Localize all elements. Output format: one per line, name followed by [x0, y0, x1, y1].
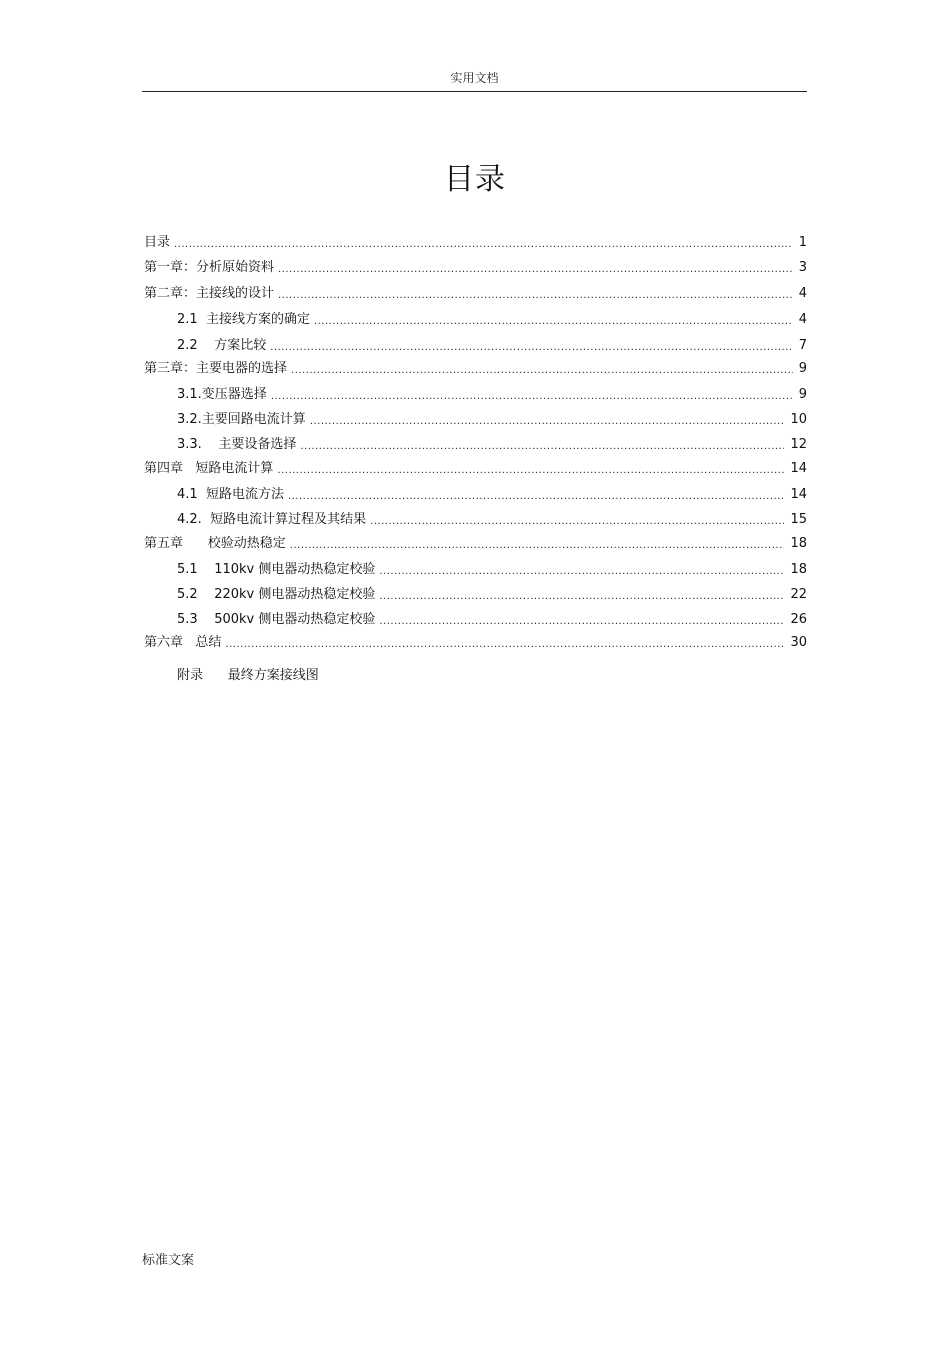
toc-entry-label: 第一章：分析原始资料 [144, 260, 275, 275]
dot-leader [288, 491, 785, 503]
toc-entry-label: 目录 [144, 235, 171, 250]
toc-entry[interactable] [144, 233, 807, 251]
appendix-entry: 附录 最终方案接线图 [177, 668, 319, 683]
toc-entry-label: 2.2 方案比较 [177, 338, 267, 353]
toc-entry-label: 2.1 主接线方案的确定 [177, 312, 310, 327]
dot-leader [290, 540, 785, 552]
toc-entry-page: 26 [790, 612, 807, 627]
toc-entry-page: 7 [798, 338, 807, 353]
dot-leader [225, 639, 784, 651]
dot-leader [379, 616, 784, 628]
dot-leader [370, 516, 784, 528]
toc-entry-page: 18 [790, 536, 807, 551]
toc-entry[interactable] [177, 510, 807, 528]
dot-leader [278, 290, 793, 302]
toc-entry[interactable] [144, 359, 807, 377]
toc-entry[interactable] [144, 459, 807, 477]
toc-entry[interactable] [177, 585, 807, 603]
toc-entry[interactable] [144, 284, 807, 302]
dot-leader [300, 441, 784, 453]
toc-entry-page: 10 [790, 412, 807, 427]
toc-entry-page: 12 [790, 437, 807, 452]
toc-entry-label: 3.3. 主要设备选择 [177, 437, 297, 452]
toc-entry-label: 3.1.变压器选择 [177, 387, 267, 402]
toc-entry-page: 18 [790, 562, 807, 577]
toc-title: 目录 [444, 162, 506, 197]
dot-leader [270, 342, 793, 354]
toc-entry-label: 第三章：主要电器的选择 [144, 361, 288, 376]
toc-entry[interactable] [144, 258, 807, 276]
toc-entry[interactable] [177, 310, 807, 328]
dot-leader [278, 264, 793, 276]
toc-entry-label: 4.1 短路电流方法 [177, 487, 284, 502]
dot-leader [291, 365, 793, 377]
toc-entry-page: 15 [790, 512, 807, 527]
toc-entry-label: 5.2 220kv 侧电器动热稳定校验 [177, 587, 376, 602]
page-footer: 标准文案 [142, 1253, 195, 1268]
toc-entry-page: 22 [790, 587, 807, 602]
toc-entry-page: 9 [798, 361, 807, 376]
toc-entry-label: 5.3 500kv 侧电器动热稳定校验 [177, 612, 376, 627]
toc-entry[interactable] [177, 485, 807, 503]
toc-entry[interactable] [144, 633, 807, 651]
toc-entry-label: 第四章 短路电流计算 [144, 461, 274, 476]
toc-entry-page: 3 [798, 260, 807, 275]
toc-entry-page: 9 [798, 387, 807, 402]
page-header [142, 66, 807, 92]
toc-entry-label: 第二章：主接线的设计 [144, 286, 275, 301]
toc-entry-page: 4 [798, 312, 807, 327]
toc-entry[interactable] [177, 560, 807, 578]
dot-leader [379, 566, 784, 578]
toc-entry[interactable] [144, 534, 807, 552]
dot-leader [277, 465, 784, 477]
toc-entry-label: 4.2. 短路电流计算过程及其结果 [177, 512, 367, 527]
toc-entry-label: 5.1 110kv 侧电器动热稳定校验 [177, 562, 376, 577]
dot-leader [310, 416, 785, 428]
toc-entry-page: 30 [790, 635, 807, 650]
toc-entry-label: 第五章 校验动热稳定 [144, 536, 286, 551]
header-text: 实用文档 [450, 71, 499, 85]
toc-entry-page: 1 [798, 235, 807, 250]
dot-leader [271, 391, 793, 403]
dot-leader [174, 239, 793, 251]
toc-entry[interactable] [177, 610, 807, 628]
dot-leader [314, 316, 793, 328]
toc-entry-label: 3.2.主要回路电流计算 [177, 412, 306, 427]
dot-leader [379, 591, 784, 603]
toc-entry-page: 14 [790, 461, 807, 476]
toc-entry[interactable] [177, 435, 807, 453]
toc-entry[interactable] [177, 410, 807, 428]
toc-entry[interactable] [177, 336, 807, 354]
toc-entry-page: 4 [798, 286, 807, 301]
toc-entry-page: 14 [790, 487, 807, 502]
toc-entry-label: 第六章 总结 [144, 635, 222, 650]
toc-entry[interactable] [177, 385, 807, 403]
